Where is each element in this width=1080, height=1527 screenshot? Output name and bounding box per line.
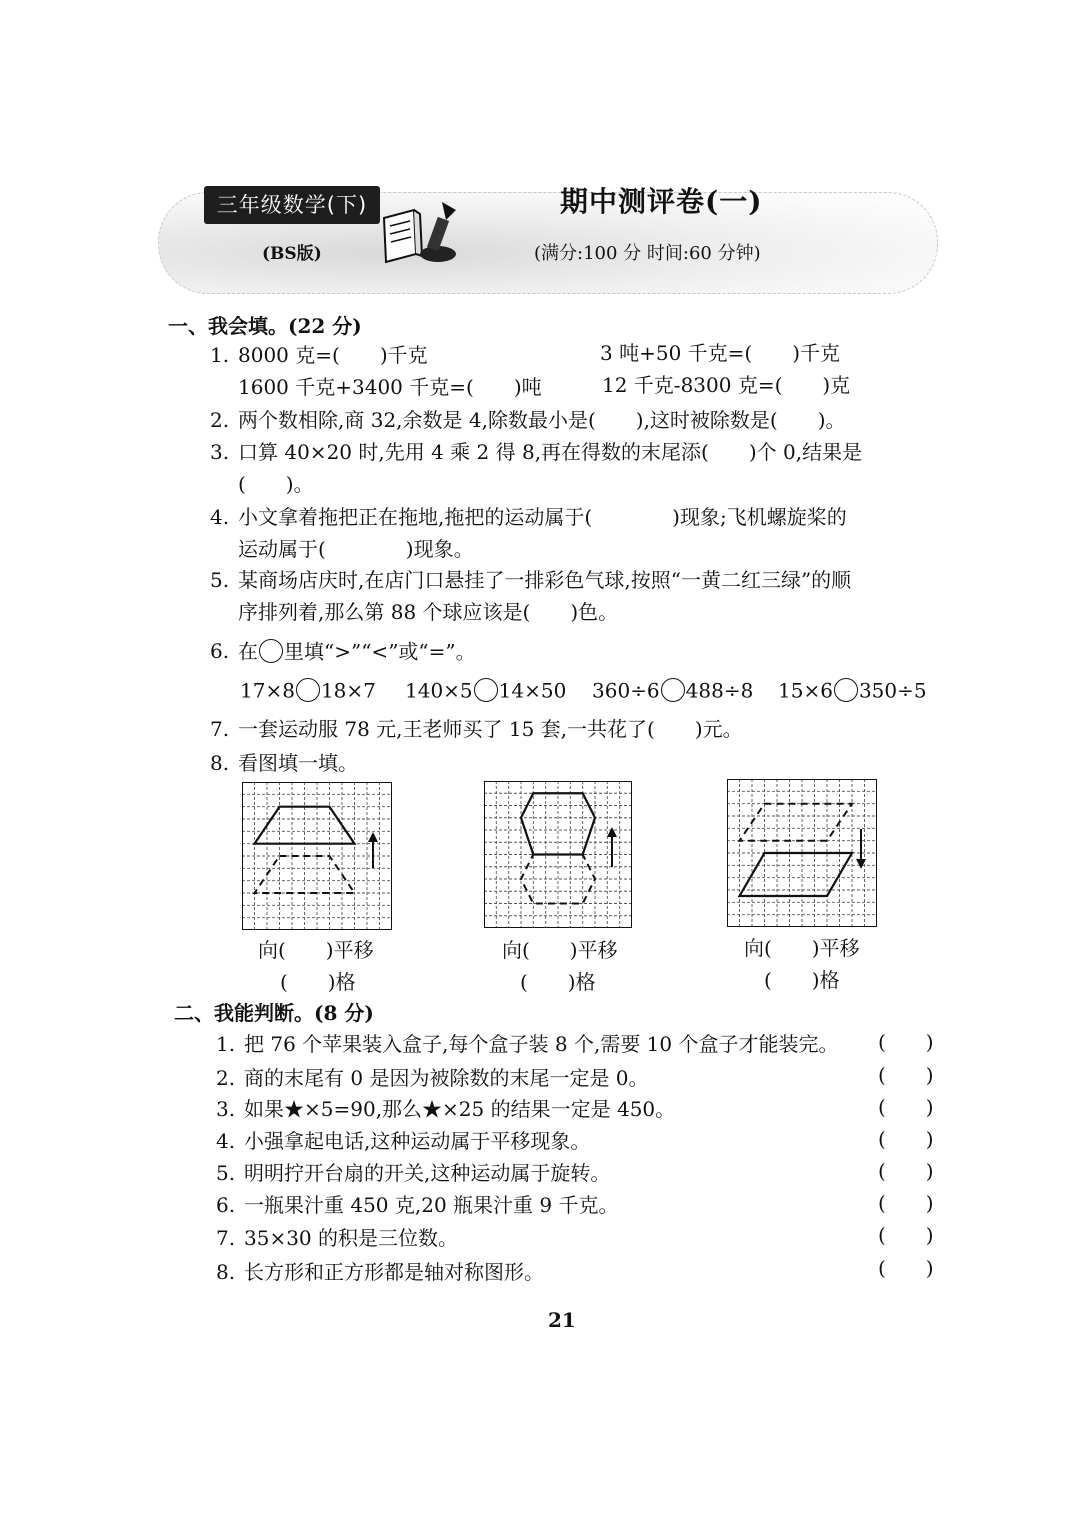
answer-circle[interactable]	[474, 678, 498, 702]
judge-5-number: 5.	[216, 1161, 236, 1185]
q2-text: 两个数相除,商 32,余数是 4,除数最小是( ),这时被除数是( )。	[238, 408, 846, 432]
section1-heading: 一、我会填。(22 分)	[168, 314, 362, 338]
q7-number: 7.	[210, 717, 230, 741]
compare-circle-icon	[259, 639, 283, 663]
judge-8-answer[interactable]: ( )	[878, 1256, 934, 1280]
judge-5-text: 明明拧开台扇的开关,这种运动属于旋转。	[244, 1161, 611, 1185]
judge-5-answer[interactable]: ( )	[878, 1159, 934, 1183]
q1-part-a: 8000 克=( )千克	[238, 343, 428, 367]
judge-4-number: 4.	[216, 1129, 236, 1153]
judge-3-text: 如果★×5=90,那么★×25 的结果一定是 450。	[244, 1097, 676, 1121]
judge-4-answer[interactable]: ( )	[878, 1127, 934, 1151]
book-lamp-icon	[380, 196, 460, 266]
judge-1-answer[interactable]: ( )	[878, 1030, 934, 1054]
judge-2-answer[interactable]: ( )	[878, 1063, 934, 1087]
q6-intro	[238, 641, 476, 665]
edition-label: (BS版)	[262, 244, 322, 264]
q6-item-4-left: 15×6	[778, 678, 833, 703]
q6-intro-b: 里填“>”“<”或“=”。	[284, 639, 476, 664]
exam-meta: (满分:100 分 时间:60 分钟)	[534, 243, 761, 264]
q5-line1: 某商场店庆时,在店门口悬挂了一排彩色气球,按照“一黄二红三绿”的顺	[238, 568, 852, 592]
q1-part-d: 12 千克-8300 克=( )克	[602, 373, 851, 397]
figure-hexagon-grid	[484, 781, 632, 928]
judge-7-number: 7.	[216, 1226, 236, 1250]
q2-number: 2.	[210, 408, 230, 432]
q6-item-2	[405, 680, 566, 704]
judge-7-text: 35×30 的积是三位数。	[244, 1226, 459, 1250]
answer-circle[interactable]	[661, 678, 685, 702]
judge-6-answer[interactable]: ( )	[878, 1191, 934, 1215]
grade-tag: 三年级数学(下)	[204, 186, 380, 224]
judge-8-text: 长方形和正方形都是轴对称图形。	[244, 1260, 544, 1284]
judge-3-number: 3.	[216, 1097, 236, 1121]
q1-part-c: 1600 千克+3400 千克=( )吨	[238, 375, 542, 399]
q6-item-1-left: 17×8	[240, 678, 295, 703]
judge-3-answer[interactable]: ( )	[878, 1095, 934, 1119]
q5-number: 5.	[210, 568, 230, 592]
q8-text: 看图填一填。	[238, 751, 358, 775]
q6-item-3	[592, 680, 753, 704]
fig2-steps-line: ( )格	[520, 970, 596, 994]
q6-item-4-right: 350÷5	[858, 678, 927, 703]
judge-1-number: 1.	[216, 1032, 236, 1056]
q6-item-2-right: 14×50	[498, 678, 567, 703]
q5-line2: 序排列着,那么第 88 个球应该是( )色。	[238, 600, 619, 624]
q1-number: 1.	[210, 343, 230, 367]
q6-number: 6.	[210, 639, 230, 663]
figure-trapezoid-grid	[242, 782, 392, 930]
q3-line2: ( )。	[238, 472, 314, 496]
exam-title: 期中测评卷(一)	[560, 185, 763, 218]
fig1-steps-line: ( )格	[280, 970, 356, 994]
answer-circle[interactable]	[834, 678, 858, 702]
judge-1-text: 把 76 个苹果装入盒子,每个盒子装 8 个,需要 10 个盒子才能装完。	[244, 1032, 839, 1056]
fig3-direction-line: 向( )平移	[744, 936, 860, 960]
judge-2-text: 商的末尾有 0 是因为被除数的末尾一定是 0。	[244, 1066, 649, 1090]
q4-line2: 运动属于( )现象。	[238, 537, 474, 561]
q3-line1: 口算 40×20 时,先用 4 乘 2 得 8,再在得数的末尾添( )个 0,结果是	[238, 440, 863, 464]
q7-text: 一套运动服 78 元,王老师买了 15 套,一共花了( )元。	[238, 717, 743, 741]
q4-number: 4.	[210, 505, 230, 529]
fig3-steps-line: ( )格	[764, 968, 840, 992]
q4-line1: 小文拿着拖把正在拖地,拖把的运动属于( )现象;飞机螺旋桨的	[238, 505, 847, 529]
q1-part-b: 3 吨+50 千克=( )千克	[600, 341, 841, 365]
figure-parallelogram-grid	[727, 779, 877, 927]
q8-number: 8.	[210, 751, 230, 775]
judge-2-number: 2.	[216, 1066, 236, 1090]
judge-6-text: 一瓶果汁重 450 克,20 瓶果汁重 9 千克。	[244, 1193, 619, 1217]
q6-item-3-left: 360÷6	[592, 678, 660, 703]
judge-7-answer[interactable]: ( )	[878, 1223, 934, 1247]
q6-item-4	[778, 680, 927, 704]
fig2-direction-line: 向( )平移	[502, 938, 618, 962]
page-number: 21	[548, 1308, 576, 1332]
section2-heading: 二、我能判断。(8 分)	[174, 1001, 374, 1025]
judge-4-text: 小强拿起电话,这种运动属于平移现象。	[244, 1129, 591, 1153]
q6-item-3-right: 488÷8	[685, 678, 754, 703]
q6-intro-a: 在	[238, 639, 258, 664]
answer-circle[interactable]	[296, 678, 320, 702]
q6-item-2-left: 140×5	[405, 678, 473, 703]
judge-6-number: 6.	[216, 1193, 236, 1217]
q3-number: 3.	[210, 440, 230, 464]
judge-8-number: 8.	[216, 1260, 236, 1284]
fig1-direction-line: 向( )平移	[258, 938, 374, 962]
q6-item-1-right: 18×7	[320, 678, 376, 703]
q6-item-1	[240, 680, 376, 704]
